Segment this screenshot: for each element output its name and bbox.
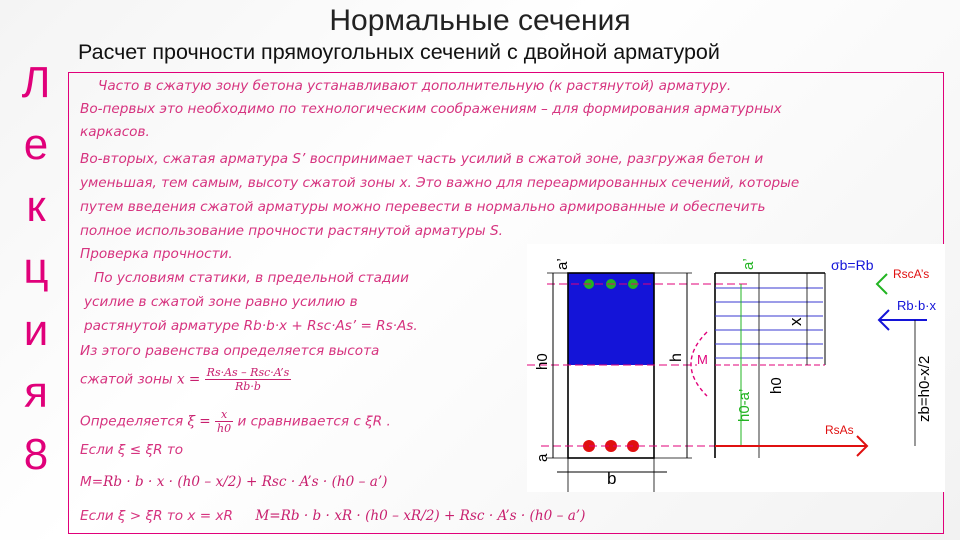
xi-numerator: x [215, 408, 233, 422]
paragraph-line: Во-вторых, сжатая арматура S’ воспринимает часть усилий в сжатой зоне, разгружая бетон и [80, 151, 764, 167]
label-rsc-as: RscA’s [893, 267, 930, 281]
xi-tail: и сравнивается с ξR . [237, 413, 391, 430]
case2-expression: M=Rb · b · xR · (h0 – xR/2) + Rsc · A’s · (h0 – a’) [255, 508, 586, 524]
title: Нормальные сечения [329, 4, 631, 37]
label-h: h [668, 353, 685, 362]
case1-formula [80, 474, 387, 490]
case1-prefix: M= [80, 474, 104, 490]
x-fraction [205, 366, 292, 393]
case1-condition: Если ξ ≤ ξR то [80, 442, 184, 458]
case1-expression: Rb · b · x · (h0 – x/2) + Rsc · A’s · (h0 – a’) [103, 474, 388, 490]
side-letter: и [23, 306, 49, 355]
label-b: b [607, 469, 617, 488]
xi-lhs: ξ = [187, 413, 211, 430]
side-letter: я [24, 368, 48, 417]
xi-formula [80, 408, 391, 435]
x-formula [80, 366, 291, 393]
section-diagram [527, 244, 945, 492]
label-rs-as: RsAs [825, 423, 854, 437]
side-letter: ц [23, 244, 49, 293]
check-line: растянутой арматуре Rb·b·x + Rsc·As’ = Rs·As. [84, 318, 418, 334]
xi-denominator: h0 [217, 422, 232, 435]
check-line: По условиям статики, в предельной стадии [94, 270, 409, 286]
label-x: x [786, 317, 805, 326]
paragraph-line: Во-первых это необходимо по технологическим соображениям – для формирования арматурных [80, 101, 782, 117]
paragraph-line: каркасов. [80, 124, 150, 140]
label-a-prime-right: a’ [740, 258, 757, 270]
check-heading: Проверка прочности. [80, 246, 233, 262]
label-m: M [697, 352, 708, 367]
paragraph-line: Часто в сжатую зону бетона устанавливают дополнительную (к растянутой) арматуру. [98, 78, 732, 94]
x-label: сжатой зоны [80, 371, 173, 388]
side-letter: к [26, 182, 46, 231]
label-a-bottom: a [534, 453, 551, 462]
case2-formula [80, 508, 585, 524]
label-h0-minus-a: h0-a’ [736, 388, 753, 422]
check-line: усилие в сжатой зоне равно усилию в [84, 294, 358, 310]
xi-fraction [215, 408, 233, 435]
subtitle: Расчет прочности прямоугольных сечений с двойной арматурой [78, 40, 720, 64]
label-a-prime-left: a’ [554, 258, 571, 270]
x-lhs: x = [176, 371, 201, 388]
label-rb-b-x: Rb·b·x [897, 298, 937, 313]
label-h0-right: h0 [768, 377, 785, 394]
side-letter: 8 [23, 430, 49, 479]
x-denominator: Rb·b [235, 380, 261, 393]
side-letter: Л [21, 58, 51, 107]
label-zb: zb=h0-x/2 [916, 355, 933, 422]
paragraph-line: полное использование прочности растянутой арматуры S. [80, 223, 503, 239]
side-letter: е [23, 120, 49, 169]
label-sigma: σb=Rb [831, 257, 874, 273]
check-line: Из этого равенства определяется высота [80, 343, 380, 359]
case2-condition: Если ξ > ξR то x = xR [80, 508, 233, 524]
x-numerator: Rs·As – Rsc·A’s [206, 366, 290, 379]
label-h0-left: h0 [534, 353, 551, 370]
paragraph-line: путем введения сжатой арматуры можно перевести в нормально армированные и обеспечить [80, 199, 766, 215]
xi-label: Определяется [80, 413, 184, 430]
lecture-label [14, 52, 58, 486]
paragraph-line: уменьшая, тем самым, высоту сжатой зоны x. Это важно для переармированных сечений, которые [80, 175, 800, 191]
